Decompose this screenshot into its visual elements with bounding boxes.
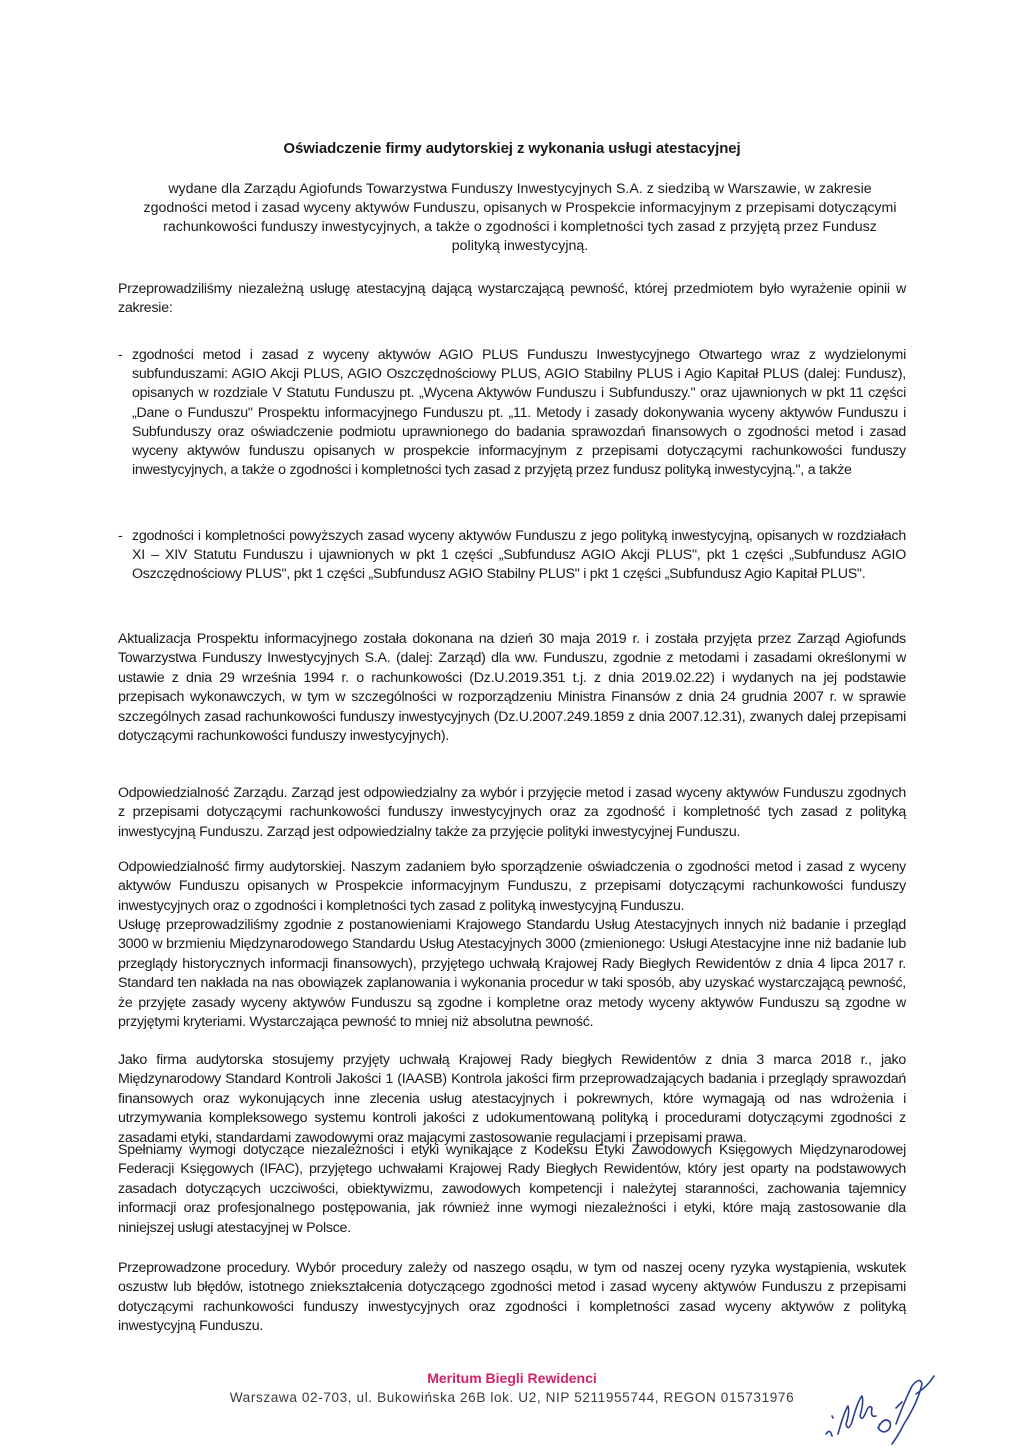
paragraph-prospectus-update: Aktualizacja Prospektu informacyjnego została dokonana na dzień 30 maja 2019 r. i została przyjęta przez Zarząd Agiofunds Towarzystwa Funduszy Inwestycyjnych S.A. (dalej: Zarząd) dla ww. Funduszu, zgodnie z metodami i zasadami określonymi w ustawie z dnia 29 września 1994 r. o rachunkowości (Dz.U.2019.351 t.j. z dnia 2019.02.22) i wydanych na jej podstawie przepisach wykonawczych, w tym w szczególności w rozporządzeniu Ministra Finansów z dnia 24 grudnia 2007 r. w sprawie szczególnych zasad rachunkowości funduszy inwestycyjnych (Dz.U.2007.249.1859 z dnia 2007.12.31), zwanych dalej przepisami dotyczącymi rachunkowości funduszy inwestycyjnych). <box>118 631 906 745</box>
footer-company-name: Meritum Biegli Rewidenci <box>427 1370 597 1386</box>
document-subtitle: wydane dla Zarządu Agiofunds Towarzystwa Funduszy Inwestycyjnych S.A. z siedzibą w Warszawie, w zakresie zgodności metod i zasad wyceny aktywów Funduszu, opisanych w Prospekcie informacyjnym z przepisami dotyczącymi rachunkowości funduszy inwestycyjnych, a także o zgodności i kompletności tych zasad z przyjętą przez Fundusz polityką inwestycyjną. <box>143 181 897 254</box>
paragraph-ethics: Spełniamy wymogi dotyczące niezależności i etyki wynikające z Kodeksu Etyki Zawodowych Księgowych Międzynarodowej Federacji Księgowych (IFAC), przyjętego uchwałami Krajowej Rady Biegłych Rewidentów, który jest oparty na podstawowych zasadach dotyczących uczciwości, obiektywizmu, zawodowych kompetencji i należytej staranności, zachowania tajemnicy informacji oraz profesjonalnego postępowania, jak również inne wymogi niezależności i etyki, które mają zastosowanie dla niniejszej usługi atestacyjnej w Polsce. <box>118 1142 906 1236</box>
list-item-scope-2 <box>118 527 906 585</box>
list-dash: - <box>118 528 123 544</box>
document-title: Oświadczenie firmy audytorskiej z wykonania usługi atestacyjnej <box>283 140 741 157</box>
intro-paragraph: Przeprowadziliśmy niezależną usługę atestacyjną dającą wystarczającą pewność, której przedmiotem było wyrażenie opinii w zakresie: <box>118 281 906 317</box>
paragraph-auditor-responsibility: Odpowiedzialność firmy audytorskiej. Naszym zadaniem było sporządzenie oświadczenia o zgodności metod i zasad z wyceny aktywów Funduszu opisanych w Prospekcie informacyjnym Funduszu, z przepisami dotyczącymi rachunkowości funduszy inwestycyjnych oraz o zgodności i kompletności tych zasad z polityką inwestycyjną Funduszu. <box>118 859 906 914</box>
list-item-text: zgodności i kompletności powyższych zasad wyceny aktywów Funduszu z jego polityką inwestycyjną, opisanych w rozdziałach XI – XIV Statutu Funduszu i ujawnionych w pkt 1 części „Subfundusz AGIO Akcji PLUS", pkt 1 części „Subfundusz AGIO Oszczędnościowy PLUS", pkt 1 części „Subfundusz AGIO Stabilny PLUS" i pkt 1 części „Subfundusz Agio Kapitał PLUS". <box>132 528 906 583</box>
paragraph-quality-control: Jako firma audytorska stosujemy przyjęty uchwałą Krajowej Rady biegłych Rewidentów z dnia 3 marca 2018 r., jako Międzynarodowy Standard Kontroli Jakości 1 (IAASB) Kontrola jakości firm przeprowadzających badania i przeglądy sprawozdań finansowych oraz wykonujących inne zlecenia usług atestacyjnych i pokrewnych, które wymagają od nas wdrożenia i utrzymywania kompleksowego systemu kontroli jakości z udokumentowaną polityką i procedurami dotyczącymi zgodności z zasadami etyki, standardami zawodowymi oraz mającymi zastosowanie regulacjami i przepisami prawa. <box>118 1052 906 1146</box>
paragraph-board-responsibility: Odpowiedzialność Zarządu. Zarząd jest odpowiedzialny za wybór i przyjęcie metod i zasad wyceny aktywów Funduszu zgodnych z przepisami dotyczącymi rachunkowości funduszy inwestycyjnych oraz za zgodność i kompletność tych zasad z polityką inwestycyjną Funduszu. Zarząd jest odpowiedzialny także za przyjęcie polityki inwestycyjnej Funduszu. <box>118 785 906 840</box>
list-item-text: zgodności metod i zasad z wyceny aktywów AGIO PLUS Funduszu Inwestycyjnego Otwartego wraz z wydzielonymi subfunduszami: AGIO Akcji PLUS, AGIO Oszczędnościowy PLUS, AGIO Stabilny PLUS i Agio Kapitał PLUS (dalej: Fundusz), opisanych w rozdziale V Statutu Funduszu pt. „Wycena Aktywów Funduszu i Subfunduszy." oraz ujawnionych w pkt 11 części „Dane o Funduszu" Prospektu informacyjnego Funduszu pt. „11. Metody i zasady dokonywania wyceny aktywów Funduszu i Subfunduszy oraz oświadczenie podmiotu uprawnionego do badania sprawozdań finansowych o zgodności metod i zasad wyceny aktywów funduszu opisanych w prospekcie informacyjnym z przepisami dotyczącymi rachunkowości funduszy inwestycyjnych, a także o zgodności i kompletności tych zasad z przyjętą przez fundusz polityką inwestycyjną.", a także <box>132 347 906 479</box>
paragraph-procedures: Przeprowadzone procedury. Wybór procedury zależy od naszego osądu, w tym od naszej oceny ryzyka wystąpienia, wskutek oszustw lub błędów, istotnego zniekształcenia dotyczącego zgodności metod i zasad wyceny aktywów Funduszu z przepisami dotyczącymi rachunkowości funduszy inwestycyjnych oraz zgodności i kompletności zasad wyceny aktywów z polityką inwestycyjną Funduszu. <box>118 1260 906 1335</box>
list-item-scope-1 <box>118 346 906 480</box>
footer-address: Warszawa 02-703, ul. Bukowińska 26B lok. U2, NIP 5211955744, REGON 015731976 <box>229 1390 795 1405</box>
handwritten-signature <box>820 1372 970 1452</box>
list-dash: - <box>118 347 123 363</box>
paragraph-attestation-standard: Usługę przeprowadziliśmy zgodnie z postanowieniami Krajowego Standardu Usług Atestacyjnych innych niż badanie i przegląd 3000 w brzmieniu Międzynarodowego Standardu Usług Atestacyjnych 3000 (zmienionego: Usługi Atestacyjne inne niż badanie lub przeglądy historycznych informacji finansowych), przyjętego uchwałą Krajowej Rady Biegłych Rewidentów z dnia 4 lipca 2017 r. Standard ten nakłada na nas obowiązek zaplanowania i wykonania procedur w taki sposób, aby uzyskać wystarczającą pewność, że przyjęte zasady wyceny aktywów Funduszu są zgodne i kompletne oraz metody wyceny aktywów Funduszu są zgodne w przyjętymi kryteriami. Wystarczająca pewność to mniej niż absolutna pewność. <box>118 917 906 1031</box>
